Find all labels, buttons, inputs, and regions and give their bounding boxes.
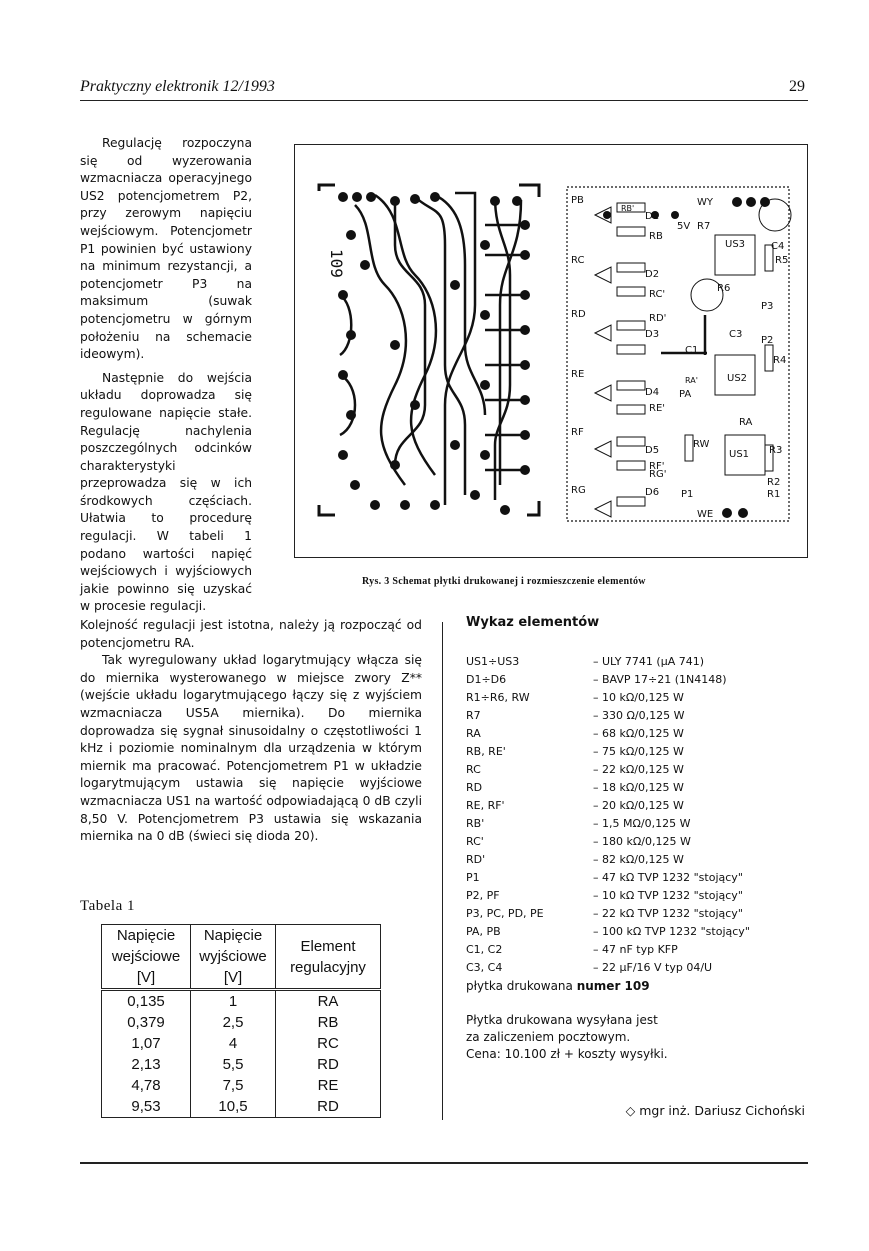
part-value: – 100 kΩ TVP 1232 "stojący"	[593, 925, 750, 938]
part-value: – 1,5 MΩ/0,125 W	[593, 817, 691, 830]
part-value: – 18 kΩ/0,125 W	[593, 781, 684, 794]
part-key: RA	[466, 727, 481, 740]
parts-row	[466, 761, 750, 779]
part-key: RD'	[466, 853, 486, 866]
part-key: US1÷US3	[466, 655, 520, 668]
parts-row	[466, 689, 750, 707]
part-value: – 10 kΩ/0,125 W	[593, 691, 684, 704]
part-key: C1, C2	[466, 943, 503, 956]
pcb-figure	[295, 145, 807, 557]
label-D2: D2	[645, 269, 660, 280]
label-RE: RE	[571, 369, 585, 380]
page-number: 29	[789, 78, 805, 95]
parts-row	[466, 779, 750, 797]
table-row	[102, 1012, 381, 1033]
label-C1: C1	[685, 345, 699, 356]
label-R4: R4	[773, 355, 787, 366]
label-RD: RD	[571, 309, 586, 320]
parts-list	[466, 653, 750, 995]
table-cell: 2,13	[102, 1054, 191, 1075]
label-RC: RC	[571, 255, 585, 266]
label-RG-prime: RG'	[649, 469, 667, 480]
table-cell: 2,5	[191, 1012, 276, 1033]
table-header-cell: Napięcie wyjściowe [V]	[191, 925, 276, 990]
table-cell: 10,5	[191, 1096, 276, 1118]
part-value: – 47 kΩ TVP 1232 "stojący"	[593, 871, 743, 884]
table-cell: 7,5	[191, 1075, 276, 1096]
parts-row	[466, 797, 750, 815]
part-key: R1÷R6, RW	[466, 691, 530, 704]
label-P2: P2	[761, 335, 774, 346]
parts-row	[466, 923, 750, 941]
note-line: Cena: 10.100 zł + koszty wysyłki.	[466, 1047, 668, 1061]
label-RB-prime: RB'	[621, 204, 635, 213]
table-cell: RE	[276, 1075, 381, 1096]
paragraph: Regulację rozpoczyna się od wyzerowania wzmacniacza operacyjnego US2 potencjometrem P2, przy zerowym napięciu wejściowym. Potencjometr P1 powinien być ustawiony na minimum rezystancji, a potencjometr P3 na maksimum (suwak potencjometru w górnym położeniu na schemacie ideowym).	[80, 136, 252, 362]
label-R5: R5	[775, 255, 789, 266]
label-D3: D3	[645, 329, 660, 340]
part-key: PA, PB	[466, 925, 501, 938]
label-RW: RW	[693, 439, 710, 450]
part-value: – 82 kΩ/0,125 W	[593, 853, 684, 866]
part-value: – 22 μF/16 V typ 04/U	[593, 961, 713, 974]
table-cell: 1,07	[102, 1033, 191, 1054]
body-text-column	[80, 617, 422, 846]
part-key: D1÷D6	[466, 673, 507, 686]
part-key: P3, PC, PD, PE	[466, 907, 544, 920]
table-cell: 1	[191, 990, 276, 1013]
label-D1: D1	[645, 211, 660, 222]
pcb-row	[466, 977, 750, 995]
part-key: RD	[466, 781, 483, 794]
label-RA-prime: RA'	[685, 376, 698, 385]
part-key: RE, RF'	[466, 799, 505, 812]
part-key: C3, C4	[466, 961, 503, 974]
table-row	[102, 990, 381, 1013]
part-value: – 22 kΩ/0,125 W	[593, 763, 684, 776]
pcb-number: numer 109	[576, 979, 650, 993]
label-US2: US2	[727, 373, 748, 384]
table-cell: RD	[276, 1096, 381, 1118]
pcb-line-label: płytka drukowana	[466, 979, 573, 993]
label-R6: R6	[717, 283, 731, 294]
parts-row	[466, 869, 750, 887]
part-value: – 330 Ω/0,125 W	[593, 709, 685, 722]
label-RF: RF	[571, 427, 584, 438]
table-row	[102, 1033, 381, 1054]
label-RG: RG	[571, 485, 586, 496]
ordering-info	[466, 1012, 668, 1063]
part-value: – ULY 7741 (μA 741)	[593, 655, 705, 668]
pcb-copper-layout	[319, 185, 539, 515]
parts-row	[466, 815, 750, 833]
table-row	[102, 1096, 381, 1118]
parts-row	[466, 671, 750, 689]
intro-text-column	[80, 135, 252, 616]
part-value: – 22 kΩ TVP 1232 "stojący"	[593, 907, 743, 920]
label-R1: R1	[767, 489, 781, 500]
parts-row	[466, 941, 750, 959]
label-RF-prime: RF'	[649, 461, 665, 472]
label-C3: C3	[729, 329, 743, 340]
parts-row	[466, 851, 750, 869]
figure-caption: Rys. 3 Schemat płytki drukowanej i rozmieszczenie elementów	[362, 576, 646, 587]
part-key: R7	[466, 709, 481, 722]
table-cell: 4,78	[102, 1075, 191, 1096]
label-R2: R2	[767, 477, 781, 488]
author-signature: ◇ mgr inż. Dariusz Cichoński	[625, 1103, 805, 1118]
label-RD-prime: RD'	[649, 313, 667, 324]
label-RE-prime: RE'	[649, 403, 666, 414]
part-value: – 20 kΩ/0,125 W	[593, 799, 684, 812]
paragraph: Kolejność regulacji jest istotna, należy ją rozpocząć od potencjometru RA.	[80, 618, 422, 650]
label-US1: US1	[729, 449, 750, 460]
table-cell: RA	[276, 990, 381, 1013]
footer-rule	[80, 1162, 808, 1164]
table-header-cell: Element regulacyjny	[276, 925, 381, 990]
label-R3: R3	[769, 445, 783, 456]
table-row	[102, 1054, 381, 1075]
paragraph: Następnie do wejścia układu doprowadza się regulowane napięcie stałe. Regulację nachylenia poszczególnych odcinków charakterystyki przeprowadza się w ich środkowych częściach. Ułatwia to procedurę regulacji. W tabeli 1 podano wartości napięć wejściowych i wyjściowych jakie powinno się uzyskać w procesie regulacji.	[80, 370, 252, 614]
label-RA: RA	[739, 417, 753, 428]
table-cell: 5,5	[191, 1054, 276, 1075]
figure-frame	[294, 144, 808, 558]
label-5V: 5V	[677, 221, 691, 232]
label-WY: WY	[697, 197, 713, 208]
label-D6: D6	[645, 487, 660, 498]
table-label: Tabela 1	[80, 898, 136, 914]
parts-row	[466, 887, 750, 905]
part-key: RC	[466, 763, 481, 776]
parts-row	[466, 725, 750, 743]
label-WE: WE	[697, 509, 714, 520]
parts-row	[466, 653, 750, 671]
part-key: RB'	[466, 817, 485, 830]
running-header-title: Praktyczny elektronik 12/1993	[80, 78, 275, 95]
part-value: – 10 kΩ TVP 1232 "stojący"	[593, 889, 743, 902]
parts-list-title: Wykaz elementów	[466, 615, 600, 630]
label-D5: D5	[645, 445, 660, 456]
label-PA: PA	[679, 389, 692, 400]
table-cell: RB	[276, 1012, 381, 1033]
part-key: P1	[466, 871, 480, 884]
parts-row	[466, 707, 750, 725]
parts-row	[466, 833, 750, 851]
part-value: – 75 kΩ/0,125 W	[593, 745, 684, 758]
label-RC-prime: RC'	[649, 289, 666, 300]
label-US3: US3	[725, 239, 746, 250]
note-line: za zaliczeniem pocztowym.	[466, 1030, 631, 1044]
part-key: RB, RE'	[466, 745, 506, 758]
table-row	[102, 1075, 381, 1096]
part-key: RC'	[466, 835, 484, 848]
label-PB: PB	[571, 195, 584, 206]
label-P3: P3	[761, 301, 774, 312]
part-value: – 68 kΩ/0,125 W	[593, 727, 684, 740]
parts-row	[466, 959, 750, 977]
component-layout	[567, 187, 791, 521]
part-value: – 47 nF typ KFP	[593, 943, 678, 956]
board-number-label: 109	[327, 249, 346, 278]
table-header-cell: Napięcie wejściowe [V]	[102, 925, 191, 990]
label-D4: D4	[645, 387, 660, 398]
paragraph: Tak wyregulowany układ logarytmujący włącza się do miernika wysterowanego w miejsce zwory Z** (wejście układu logarytmującego łączy się z wyjściem wzmacniacza US5A miernika). Do miernika doprowadza się sygnał sinusoidalny o częstotliwości 1 kHz i poziomie nominalnym dla urządzenia w którym miernik ma pracować. Potencjometrem P1 w układzie logarytmującym ustawia się napięcie wyjściowe wzmacniacza US1 na wartość odpowiadającą 0 dB czyli 8,50 V. Potencjometrem P3 ustawia się wskazania miernika na 0 dB (świeci się dioda 20).	[80, 653, 422, 844]
table-cell: RC	[276, 1033, 381, 1054]
table-cell: 4	[191, 1033, 276, 1054]
table-cell: RD	[276, 1054, 381, 1075]
parts-row	[466, 743, 750, 761]
label-RB: RB	[649, 231, 663, 242]
header-rule	[80, 100, 808, 101]
table-cell: 0,135	[102, 990, 191, 1013]
label-R7: R7	[697, 221, 711, 232]
label-P1: P1	[681, 489, 694, 500]
part-key: P2, PF	[466, 889, 500, 902]
label-C4: C4	[771, 241, 785, 252]
note-line: Płytka drukowana wysyłana jest	[466, 1013, 658, 1027]
table-1	[101, 924, 381, 1118]
table-cell: 9,53	[102, 1096, 191, 1118]
column-divider	[442, 622, 443, 1120]
parts-row	[466, 905, 750, 923]
table-cell: 0,379	[102, 1012, 191, 1033]
part-value: – 180 kΩ/0,125 W	[593, 835, 691, 848]
part-value: – BAVP 17÷21 (1N4148)	[593, 673, 727, 686]
